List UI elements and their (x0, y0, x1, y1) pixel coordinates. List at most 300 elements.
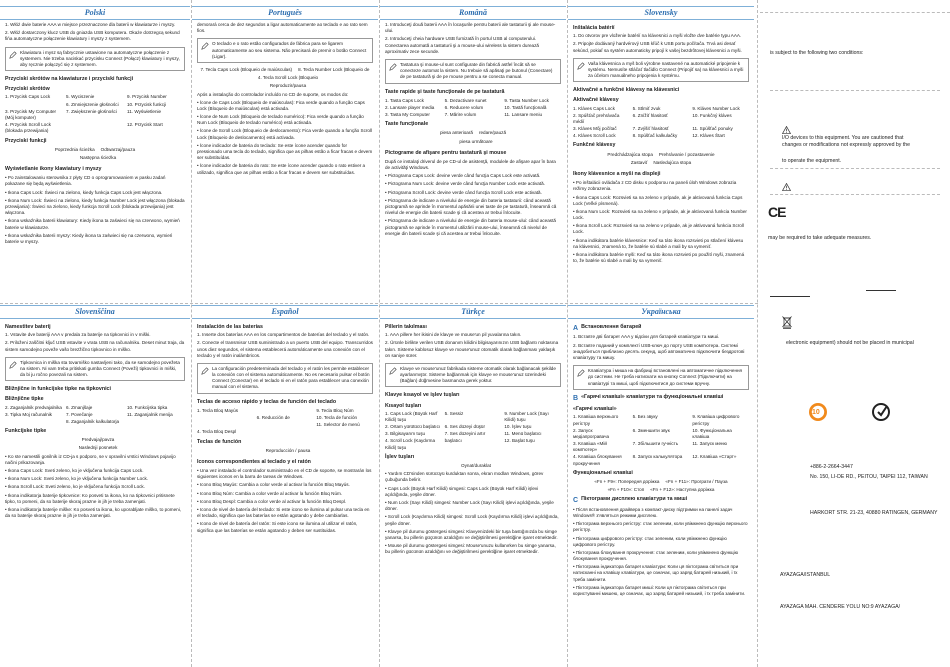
paragraph: • Pictograma de indicare a nivelului de energie din bateria mouse-ului: când această pictogramă se aprinde în momentul utilizării mouse-ului, înseamnă că nivelul de energie din baterii scade şi că acestea ar trebui înlocuite. (385, 218, 556, 236)
epup-10-label: 10 (812, 409, 820, 416)
function-key-label: Naslednji posnetek (78, 445, 118, 451)
panel-body (573, 22, 749, 312)
panel-body (573, 321, 749, 603)
function-key-label: Następna ścieżka (79, 154, 117, 160)
paragraph: • Icono Bloq Núm: Cambia a color verde al activar la función Bloq Núm. (197, 490, 343, 496)
panel-portugues (192, 6, 378, 314)
address-taiwan: No. 150, LI-DE RD., PEITOU, TAIPEI 112, TAIWAN (810, 474, 928, 480)
note-box (5, 47, 185, 72)
hotkey-item: 10. Funkčný kláves (692, 112, 732, 118)
section-letter: C (573, 497, 579, 505)
section-heading: Teclas de acceso rápido y teclas de función del teclado (197, 398, 337, 405)
hotkey-item: 9. Клавіша цифрового регістру (692, 414, 740, 426)
function-key-row (5, 147, 185, 153)
hotkey-item: 4. Przycisk Scroll Lock (blokada przewijania) (5, 122, 51, 134)
paragraph: • Yardım CD'sinden sürücüyü kurduktan sonra, ekran modları Windows, görev çubuğunda belirir. (385, 471, 544, 483)
section-heading (573, 496, 749, 505)
panel-polski (0, 6, 190, 314)
note-text: Клавіатура і миша на фабриці встановлені на автоматичне підключення до системи. Не треба натискати на кнопку Connect (Підключити) на клавіатурі та миші, щоб підключитися до системи вручну. (588, 368, 743, 386)
panel-body (197, 22, 373, 312)
pencil-icon (577, 369, 585, 377)
hotkey-item: 2. Spúšťač prehrávača médií (573, 112, 620, 124)
paragraph: • Ikona indikátora batérie klávesnice: Keď sa táto ikona rozsvieti po stlačení klávesu na klávesnici, znamená to, že batérie sú slabé a mali by sa vymeniť. (573, 237, 744, 249)
hotkey-item: 2. Ortam yürütücü başlatıcı (385, 424, 441, 430)
divider (760, 12, 950, 13)
hotkey-item (316, 429, 373, 435)
hotkey-item: 7. Povečanje (66, 411, 93, 417)
function-key-label: Predchádzajúca stopa (607, 151, 653, 157)
note-text: Tastatura şi mouse-ul sunt configurate din fabrică astfel încât să se conecteze automat la sistem. Nu trebuie să apăsaţi pe butonul (Conectare) de pe tastatură şi de pe mouse pentru a se conecta manual. (400, 61, 553, 80)
hotkey-item (197, 422, 254, 428)
hotkey-item: 4. Tecla Bloq Despl (197, 429, 237, 435)
pencil-icon (201, 42, 209, 50)
paragraph: • Ikona Caps Lock: Świeci na zielono, kiedy funkcja Caps Lock jest włączona. (5, 189, 163, 195)
hotkey-item: 7. Збільшити гучність (632, 441, 679, 447)
paragraph: 1. Вставте дві батареї AAA у відсіки для батарей клавіатури та миші. (573, 334, 720, 340)
hotkey-item: 9. Tasta Number Lock (504, 97, 549, 103)
divider (866, 290, 896, 291)
hotkey-item: 2. Запуск медіапрогравача (573, 427, 610, 439)
pencil-icon (389, 367, 397, 375)
panel-body (5, 22, 185, 312)
paragraph: • Ikona Scroll Lock: Rozsvieti sa na zeleno v prípade, ak je aktivovaná funkcia Scroll Lock. (573, 223, 744, 235)
hotkey-list (573, 414, 749, 467)
hotkey-list (5, 94, 185, 134)
hotkey-list (385, 411, 561, 451)
panel-header (192, 6, 378, 20)
hotkey-item: 7. Ses düzeyini artır (444, 431, 486, 437)
panel-header (0, 6, 190, 20)
paragraph: • Ícone de Scroll Lock (Bloqueio de deslocamento): Fica verde quando a função Scroll Lock (Bloqueio de deslocamento) está activada. (197, 128, 372, 140)
paragraph: • Піктограма індикатора батареї клавіатури: Коли ця піктограма світиться при натисканні на клавішу клавіатури, це означає, що заряд батарей низький, і їх треба замінити. (573, 564, 739, 582)
hotkey-item: 4. Kláves Scroll Lock (573, 133, 616, 139)
paragraph: • Una vez instalado el controlador suministrado en el CD de soporte, se mostrarán los siguientes iconos en la barra de tareas de Windows. (197, 468, 372, 480)
section-title: Піктограми дисплею клавіатури та миші (581, 496, 688, 503)
hotkey-list (5, 405, 185, 426)
hotkey-item: 9. Number Lock (Sayı Kilidi) tuşu (504, 410, 549, 422)
section-heading: Wyświetlanie ikony klawiatury i myszy (5, 166, 102, 173)
paragraph: După ce instalaţi driverul de pe CD-ul de asistenţă, modulele de afişare apar în bara de activităţi Windows. (385, 158, 556, 171)
note-box (573, 58, 749, 83)
note-text: Klavye ve mouse'unuz fabrikada sisteme otomatik olarak bağlanacak şekilde ayarlanmıştır. Sisteme bağlanmak için klavye ve mouse'unuz üzerindeki (Bağlan) düğmesine basmanıza gerek yoktur. (400, 365, 556, 384)
function-key-row (197, 67, 373, 73)
function-key-row (573, 152, 749, 158)
address-germany: HARKORT STR. 21-23, 40880 RATINGEN, GERMANY (810, 510, 938, 516)
paragraph: • Po inštalácii ovládača z CD disku s podporou na paneli úloh Windows zobrazia režimy zobrazenia. (573, 180, 737, 192)
hotkey-item (257, 429, 314, 435)
column-divider (757, 0, 758, 667)
paragraph: • Mouse pil durumu göstergesi simgesi: Mouse'unuzu kullanırken bu simge yanarsa, bu pillerin gücünün azaldığını ve değiştirilmesi gerektiğine işaret etmektedir. (385, 543, 556, 555)
column-divider (379, 0, 380, 667)
hotkey-item: 9. Przycisk Number (127, 94, 167, 100)
hotkey-item: 7. Zwiększenie głośności (66, 108, 117, 114)
hotkey-item: 3. Przycisk My Computer (Mój komputer) (5, 108, 57, 120)
function-key-row (5, 445, 185, 451)
function-key-row (5, 437, 185, 443)
function-key-row (573, 479, 749, 485)
hotkey-item: 5. Без звуку (632, 414, 658, 420)
section-title: Встановлення батарей (581, 324, 642, 330)
hotkey-item: 10. Функціональна клавіша (692, 427, 732, 439)
hotkey-item: 9. Tecla Bloq Núm (316, 407, 354, 413)
paragraph: • Ko ste namestili gonilnik iz CD-ja s podporo, se v opravilni vrstici Windows pojavijo načini prikazovanja. (5, 453, 176, 465)
paragraph: • Num Lock (Sayı Kilidi) simgesi: Number Lock (Sayı Kilidi) işlevi açıldığında, yeşile döner. (385, 499, 554, 512)
hotkey-item: 8. Zaganjalnik kalkulatorja (66, 418, 120, 424)
paragraph: • Піктограма індикатора батареї миші: Коли ця піктограма світиться при користуванні мишею, це означає, що заряд батарей низький, і їх треба замінити. (573, 584, 746, 597)
paragraph: • Ícone de Num Lock (Bloqueio de teclado numérico): Fica verde quando a função Num Lock (Bloqueio de teclado numérico) está activada. (197, 114, 364, 126)
paragraph: 2. Conecte el transmisor USB suministrado a un puerto USB del equipo. Transcurridos unos diez segundos, el sistema establecerá automáticamente una conexión con el teclado y el ratón inalámbricos. (197, 340, 373, 358)
hotkey-item (66, 122, 124, 134)
panel-slovensky (568, 6, 754, 314)
paragraph: • Ikona indikatorja baterije miške: Ko posveti ta ikona, ko uporabljate miško, to pomeni, da so baterije skoraj prazne in jih je treba zamenjati. (5, 506, 182, 519)
subheading: Kısayol tuşları (385, 402, 422, 409)
hotkey-item (127, 419, 185, 425)
section-letter: B (573, 394, 579, 402)
address-turkey-city: AYAZAGA/ISTANBUL (780, 572, 831, 578)
subheading: Instalación de las baterías (197, 324, 263, 330)
function-key-label: piesa următoare (459, 138, 493, 144)
hotkey-item: 4. Клавіша блокування прокручення (573, 454, 622, 466)
hotkey-item: 11. Wyświetlenie (127, 108, 162, 114)
paragraph: 1. Inserte dos baterías AAA en los compartimentos de baterías del teclado y el ratón. (197, 332, 370, 338)
subheading: Inštalácia batérií (573, 25, 615, 31)
weee-bin-icon (782, 316, 792, 329)
paragraph: • Ikona indikatorja baterije tipkovnice: Ko posveti ta ikona, ko na tipkovnici pritisnete tipko, to pomeni, da so baterije skoraj prazne in jih je treba zamenjati. (5, 492, 175, 504)
hotkey-item: 3. Tasta My Computer (385, 112, 430, 118)
hotkey-item: 11. Lansare meniu (504, 112, 543, 118)
function-key-label: 7. Tecla Caps Lock (Bloqueio de maiúsculas) (200, 66, 293, 72)
panel-body (385, 321, 561, 603)
note-text: O teclado e o rato estão configurados de fábrica para se ligarem automaticamente ao seu sistema. Não precisará de premir o botão Connect (Ligar). (212, 41, 367, 59)
function-key-label: Predvajaj/pavza (81, 437, 115, 443)
paragraph: • Ikona wskaźnika baterii klawiatury: Kiedy ikona ta zaświeci się na czerwono, wymień baterie w klawiaturze. (5, 218, 180, 230)
hotkey-item: 10. Funkcijska tipka (127, 404, 168, 410)
section-heading: Klavye kısayol ve işlev tuşları (385, 392, 460, 399)
hotkey-item: 1. Tasta Caps Lock (385, 97, 424, 103)
note-text: Vaša klávesnica a myš boli výrobne nastavené na automatické pripojenie k systému. Nemusíte stláčať tlačidlo Connect (Pripojiť sa) na klávesnici a myši za účelom manuálneho pripojenia k systému. (588, 60, 744, 79)
language-title: Українська (641, 307, 681, 316)
hotkey-item (5, 102, 63, 108)
paragraph: • Ikona Num Lock: Sveti zeleno, ko je vključena funkcija Number Lock. (5, 476, 149, 482)
hotkey-item: 5. Stlmiť zvuk (632, 105, 661, 111)
note-box (197, 363, 373, 394)
hotkey-item: 2. Zaganjalnik predvajalnika (5, 404, 62, 410)
paragraph: demorará cerca de dez segundos a ligar automaticamente ao teclado e ao rato sem fios. (197, 22, 368, 34)
divider (770, 296, 810, 297)
note-box (5, 357, 185, 382)
paragraph: • Ikona Scroll Lock: Sveti zeleno, ko je vključena funkcija Scroll Lock. (5, 484, 145, 490)
hotkey-item: 6. Зменшити звук (632, 427, 670, 433)
paragraph: 1. Do otvorov pre vloženie batérií na klávesnici a myši vložte dve batérie typu AAA. (573, 33, 742, 39)
hotkey-item: başlatıcı (444, 438, 462, 444)
language-title: Español (271, 307, 299, 316)
function-key-label: «Fn + F10»: Стоп (607, 487, 645, 493)
panel-body (197, 321, 373, 603)
divider (770, 168, 940, 169)
paragraph: • Pictograma Num Lock: devine verde când funcţia Number Lock este activată. (385, 181, 545, 187)
function-key-row (573, 160, 749, 166)
pencil-icon (201, 367, 209, 375)
hotkey-item: 7. Mărire volum (444, 112, 477, 118)
hotkey-list (197, 408, 373, 436)
pencil-icon (577, 62, 585, 70)
section-heading (573, 324, 749, 333)
hotkey-item: 11. Spúšťač ponuky (692, 126, 733, 132)
divider (770, 90, 940, 91)
function-key-label: Oynat/duraklat (461, 463, 491, 468)
fcc-caution-line2: changes or modifications not expressly approved by the (782, 142, 911, 148)
paragraph: 2. Priloženi zaščitni ključ USB vstavite v vrata USB na računalniku. Deset minut traja, da sistem samodejno poveže vašo brezžično tipkovnico in miško. (5, 340, 185, 352)
paragraph: • Icono Bloq Mayús: Cambia a color verde al activar la función Bloq Mayús. (197, 482, 350, 488)
hotkey-item: 12. Przycisk Start (127, 122, 163, 128)
function-key-label: Nasledujúca stopa (653, 159, 692, 165)
hotkey-item: 11. Menü başlatıcı (504, 431, 542, 437)
hotkey-item: 10. Tecla de función (316, 414, 358, 420)
function-key-label: «Fn + F9»: Попередня доріжка (594, 478, 660, 484)
note-text: Tipkovnica in miška sta tovarniško nastavljeni tako, da se samodejno povežeta na sistem. Ni vam treba pritiskati gumba Connect (Poveži) tipkovnici in miški, da bi ju ročno povezali na sistem. (20, 359, 180, 378)
function-key-label: Poprzednia ścieżka (54, 146, 95, 152)
paragraph: • Ikona wskaźnika baterii myszy: Kiedy ikona ta zaświeci się na czerwono, wymień baterie w myszy. (5, 232, 173, 244)
function-key-label: «Fn + F12»: Наступна доріжка (650, 487, 715, 493)
section-heading: Aktivačné a funkčné klávesy na klávesnici (573, 87, 680, 94)
panel-header (192, 305, 378, 319)
paragraph: • Icono Bloq Despl: Cambia a color verde al activar la función Bloq Despl. (197, 498, 347, 504)
paragraph: • Po zainstalowaniu sterownika z płyty CD o oprogramowaniem w pasku zadań pokazane się będą wyświetlenia. (5, 175, 166, 187)
function-key-label: piesa anterioară (439, 130, 473, 136)
hotkey-item (197, 415, 254, 421)
subheading: Taste funcţionale (385, 121, 429, 128)
paragraph: • Ícone indicador de bateria do rato: Se este ícone acender quando o rato estiver a utilizado, significa que as pilhas estão a ficar fracas e devem ser substituídas. (197, 163, 366, 175)
section-letter: A (573, 325, 579, 332)
function-key-row (197, 75, 373, 81)
paragraph: • Піктограма верхнього регістру: стає зеленим, коли увімкнено функцію верхнього регістру. (573, 521, 748, 533)
paragraph: • Icono de nivel de batería del teclado: Si este icono se ilumina al pulsar una tecla en el teclado, significa que las baterías se están agotando y debe cambiarlas. (197, 506, 370, 519)
divider (770, 194, 940, 195)
note-box (197, 38, 373, 63)
paragraph: 1. AAA pillere her ikisini de klavye ve mouse'un pil yuvalarına takın. (385, 332, 522, 338)
section-heading: Bližnjične in funkcijske tipke na tipkovnici (5, 386, 111, 393)
panel-body (5, 321, 185, 603)
hotkey-item: 6. Reducere volum (444, 104, 484, 110)
subheading: Функціональні клавіші (573, 469, 633, 476)
paragraph: • Піктограма блокування прокручення: стає зеленим, коли увімкнено функцію блокування прокручення. (573, 549, 739, 562)
language-title: Polski (84, 8, 106, 17)
ce-mark-icon: CE (768, 204, 786, 220)
language-title: Română (458, 8, 487, 17)
hotkey-item: 12. Başlat tuşu (504, 438, 535, 444)
panel-body (385, 22, 561, 312)
panel-header (568, 305, 754, 319)
paragraph: • Ikona Num Lock: Rozsvieti sa na zeleno v prípade, ak je aktivovaná funkcia Number Lock. (573, 208, 747, 221)
regulatory-column (760, 0, 950, 667)
hotkey-item: 11. Zaganjalnik menija (127, 411, 173, 417)
hotkey-item: 2. Lansare player media (385, 104, 435, 110)
paragraph: • Ícone de Caps Lock (Bloqueio de maiúsculas): Fica verde quando a função Caps Lock (Bloqueio de maiúsculas) está activada. (197, 99, 365, 111)
paragraph: • Pictograma Scroll Lock: devine verde când funcţia Scroll Lock este activată. (385, 189, 542, 195)
hotkey-item: 6. Zmniejszenie głośności (66, 101, 119, 107)
subheading: İşlev tuşları (385, 453, 415, 460)
paragraph: • Klavye pil durumu göstergesi simgesi: Klavyenizdeki bir tuşa bastığınızda bu simge yanarsa, bu pillerin güçünün azaldığını ve değiştirilmesi gerektiğine işaret etmektedir. (385, 528, 558, 540)
paragraph: 1. Introduceţi două baterii AAA în locaşurile pentru baterii ale tastaturii şi ale mouse-ului. (385, 22, 556, 34)
paragraph: • Icono de nivel de batería del ratón: Si este icono se ilumina al utilizar el ratón, significa que las baterías se están agotando y deben ser sustituidas. (197, 521, 358, 533)
language-title: Slovenščina (75, 307, 115, 316)
panel-slovenscina (0, 305, 190, 605)
hotkey-item: 12. Kláves Štart (692, 133, 725, 139)
paragraph: • Ikona Caps Lock: Rozsvieti sa na zeleno v prípade, ak je aktivovaná funkcia Caps Lock (Veľké písmená). (573, 194, 743, 206)
panel-header (380, 305, 566, 319)
language-title: Türkçe (461, 307, 485, 316)
subheading: Namestitev baterij (5, 324, 51, 330)
function-key-label: Prehrávanie / pozastavenie (658, 151, 715, 157)
hotkey-item: 1. Kláves Caps Lock (573, 105, 615, 111)
paragraph: • Піктограма цифрового регістру: стає зеленим, коли увімкнено функцію цифрового регістру. (573, 535, 727, 547)
hotkey-item: 12. Клавіша «Старт» (692, 454, 737, 460)
hotkey-item: 7. Zvýšiť hlasitosť (632, 126, 669, 132)
hotkey-item: 10. Tastă funcţională (504, 104, 547, 110)
hotkey-item: 6. Znížiť hlasitosť (632, 112, 669, 118)
subheading: Bližnjične tipke (5, 396, 44, 403)
function-key-label: 4. Tecla Scroll Lock (Bloqueio (257, 75, 319, 81)
hotkey-item: 1. Tecla Bloq Mayús (197, 407, 239, 413)
hotkey-item: 10. İşlev tuşu (504, 424, 532, 430)
function-key-label: 8. Tecla Number Lock (Bloqueio de (298, 66, 370, 72)
section-heading (573, 394, 749, 403)
function-key-label: Reproducción / pausa (265, 447, 311, 453)
hotkey-item: 1. Клавіша верхнього регістру (573, 414, 619, 426)
function-key-label: Zastaviť (630, 159, 648, 165)
hotkey-item: 10. Przycisk funkcji (127, 101, 167, 107)
subheading: Przyciski funkcji (5, 137, 47, 144)
panel-espanol (192, 305, 378, 605)
note-box (385, 363, 561, 388)
hotkey-item (5, 419, 63, 425)
hotkey-item: 6. Ses düzeyi düşür (444, 424, 486, 430)
language-title: Slovensky (644, 8, 678, 17)
paragraph: 1. Włóż dwie baterie AAA w miejsce przeznaczone dla baterii w klawiaturze i myszy. (5, 22, 176, 27)
hotkey-item: 8. Spúšťač kalkulačky (632, 133, 678, 139)
pencil-icon (9, 361, 17, 369)
hotkey-item (257, 422, 314, 428)
subheading: Pillerin takılması (385, 324, 427, 330)
hotkey-item: 6. Reducción de (256, 414, 290, 420)
function-key-row (573, 487, 749, 493)
hotkey-item: 11. Selector de menú (316, 422, 360, 428)
paragraph: • Ikona Caps Lock: Sveti zeleno, ko je vključena funkcija Caps Lock. (5, 468, 144, 473)
hotkey-item: 5. Sessiz (444, 410, 464, 416)
fcc-caution-line1: I/O devices to this equipment. You are cautioned that (782, 135, 904, 141)
hotkey-item (257, 408, 314, 414)
column-divider (567, 0, 568, 667)
fcc-conditions-text: is subject to the following two conditions: (770, 50, 864, 56)
subheading: Funkčné klávesy (573, 142, 616, 149)
paragraph: • Ikona indikátora batérie myši: Keď sa táto ikona rozsvieti po použití myši, znamená to, že batérie sú slabé a mali by sa vymeniť. (573, 252, 745, 264)
panel-header (568, 6, 754, 20)
section-heading: Pictograme de afişare pentru tastatură şi mouse (385, 149, 507, 156)
weee-text: electronic equipment) should not be placed in municipal (786, 340, 914, 346)
pencil-icon (389, 63, 397, 71)
section-title: «Гарячі клавіші» клавіатури та функціональні клавіші (581, 393, 724, 400)
hotkey-item: 3. Kláves Môj počítač (573, 126, 617, 132)
subheading: Przyciski skrótów (5, 86, 50, 93)
panel-ukrainska (568, 305, 754, 605)
hotkey-item: 8. Запуск калькулятора (632, 454, 683, 460)
hotkey-item: 11. Запуск меню (692, 441, 727, 447)
function-key-row (5, 155, 185, 161)
subheading: Funkcijske tipke (5, 428, 47, 435)
panel-header (380, 6, 566, 20)
pencil-icon (9, 51, 17, 59)
section-heading: Przyciski skrótów na klawiaturze i przyciski funkcji (5, 76, 134, 83)
hotkey-list (573, 106, 749, 140)
function-key-row (385, 130, 561, 136)
paragraph: • Scroll Lock (Kaydırma Kilidi) simgesi: Scroll Lock (Kaydırma Kilidi) işlevi açıldığında, yeşile döner. (385, 514, 559, 526)
paragraph: • Після встановлення драйвера з компакт-диску підтримки на панелі задач Windows® з'являться режими дисплею. (573, 506, 733, 518)
panel-turkce (380, 305, 566, 605)
note-text: La configuración predeterminada del teclado y el ratón les permite establecer la conexión con el sistema automáticamente. No es necesario pulsar el botón Connect (Conectar) en el teclado ni en el ratón para establecer una conexión manual con el sistema. (212, 365, 370, 390)
hotkey-item: 5. Dezactivare sunet (444, 97, 487, 103)
hotkey-item: 1. Przycisk Caps Lock (5, 94, 51, 100)
hotkey-item: 3. Bilgisayarım tuşu (385, 431, 426, 437)
warning-icon (782, 126, 791, 134)
function-key-label: «Fn + F11»: Програти / Пауза (665, 478, 728, 484)
column-divider (191, 0, 192, 667)
paragraph: 1. Vstavite dve bateriji AAA v predala za baterije na tipkovnici in v miški. (5, 332, 151, 338)
hotkey-item: 9. Kláves Number Lock (692, 105, 740, 111)
hotkey-list (385, 98, 561, 119)
paragraph: 2. Włóż dostarczony klucz USB do gniazda USB komputera. Okaże dotrzegcą sekund fińa automatyczne połączenie klawiatury i myszy z systemem. (5, 30, 180, 42)
note-text: Klawiatura i mysz są fabrycznie ustawione na automatyczne połączenie z systemem. Nie trzeba naciskać przycisku Connect (Połącz) klawiatury i myszy, aby ręcznie połączyć się z systemem. (20, 49, 180, 67)
paragraph: 2. Ürünle birlikte verilen USB donanım kilidini bilgisayarınızın USB bağlantı noktasına takın. Sisteme kablosuz klavye ve mouse'unuz otomatik olarak bağlanması yaklaşık on saniye sürer. (385, 340, 559, 358)
fcc-caution-line3: to operate the equipment. (782, 158, 842, 164)
hotkey-item: 6. Zmanjšaje (66, 404, 93, 410)
paragraph: • Ícone indicador de bateria do teclado: Se este ícone acender quando for pressionado uma tecla do teclado, significa que as pilhas estão a ficar fracas e devem ser substituídas. (197, 142, 373, 161)
paragraph: 2. Pripojte dodávaný hardvérový USB kľúč k USB portu počítača. Trvá asi desať sekúnd, pokiaľ sa systém automaticky pripojí k vašej bezdrôtovej klávesnici a myši. (573, 41, 742, 53)
function-key-row (385, 139, 561, 145)
paragraph: • Pictograma de indicare a nivelului de energie din bateria tastaturii: când această pictogramă se aprinde în momentul apăsării unei taste de pe tastatură, înseamnă că nivelul de energie din baterii scade şi că acestea ar trebui înlocuite. (385, 197, 557, 216)
warning-icon (782, 183, 791, 191)
hotkey-item: 5. Wyciszenie (66, 94, 95, 100)
panel-header (0, 305, 190, 319)
section-heading: Iconos correspondientes al teclado y el ratón (197, 458, 311, 465)
hotkey-item: 4. Scroll Lock (Kaydırma Kilidi) tuşu (385, 438, 436, 450)
subheading: Teclas de función (197, 438, 242, 445)
subheading: «Гарячі клавіші» (573, 406, 617, 413)
paragraph: Após a instalação do controlador incluído no CD de suporte, os modos do: (197, 91, 349, 97)
function-key-row (197, 448, 373, 454)
function-key-label: Odtwarzaj/pauza (100, 146, 136, 152)
phone-number: +886-2-2664-3447 (810, 464, 853, 470)
hotkey-item: 3. Клавіша «Мій комп'ютер» (573, 441, 607, 453)
subheading: Aktivačné klávesy (573, 97, 619, 104)
paragraph: 2. Introduceţi cheia hardware USB furnizată în portul USB al computerului. Conectarea automată a tastaturii şi a mouse-ului wireless la sistem durează aproximativ zece secunde. (385, 36, 539, 54)
panel-romana (380, 6, 566, 314)
function-key-label: redare/pauză (478, 130, 507, 136)
paragraph: • Caps Lock (Büyük Harf Kilidi) simgesi: Caps Lock (Büyük Harf Kilidi) işlevi açıldığında, yeşile döner. (385, 485, 539, 497)
c-tick-icon (872, 403, 890, 421)
function-key-row (385, 463, 561, 469)
section-heading: Ikony klávesnice a myši na displeji (573, 171, 661, 177)
row-divider (0, 303, 758, 304)
hotkey-item: 3. Tipka Moj računalnik (5, 411, 52, 417)
measures-text: may be required to take adequate measures. (768, 235, 872, 241)
paragraph: 2. Вставте поданий у комплекті USB-ключ до порту USB комп'ютера. Системі знадобиться приблизно десять секунд, щоб автоматично підключити бездротові клавіатуру та мишу. (573, 342, 745, 360)
note-box (573, 365, 749, 390)
hotkey-item: 1. Caps Lock (Büyük Harf Kilidi) tuşu (385, 410, 438, 422)
address-turkey-street: AYAZAGA MAH. CENDERE YOLU NO:9 AYAZAGA/ (780, 604, 901, 610)
language-title: Português (268, 8, 302, 17)
section-heading: Taste rapide şi taste funcţionale de pe tastatură (385, 88, 505, 95)
note-box (385, 59, 561, 84)
